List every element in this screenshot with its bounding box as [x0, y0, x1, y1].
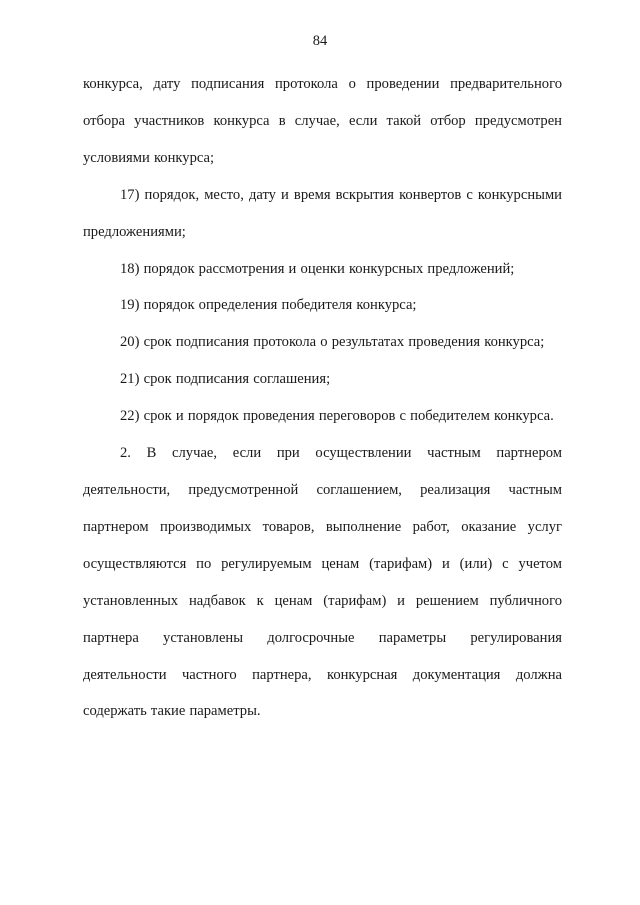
paragraph-continuation: конкурса, дату подписания протокола о проведении предварительного отбора участников конкурса в случае, если такой отбор предусмотрен условиями конкурса;	[83, 76, 562, 166]
list-item-18: 18) порядок рассмотрения и оценки конкурсных предложений;	[120, 260, 515, 277]
document-body	[83, 66, 562, 730]
list-item-21: 21) срок подписания соглашения;	[120, 371, 331, 388]
clause-2-paragraph: 2. В случае, если при осуществлении частным партнером деятельности, предусмотренной соглашением, реализация частным партнером производимых товаров, выполнение работ, оказание услуг осуществляются по регулируемым ценам (тарифам) и (или) с учетом установленных надбавок к ценам (тарифам) и решением публичного партнера установлены долгосрочные параметры регулирования деятельности частного партнера, конкурсная документация должна содержать такие параметры.	[83, 445, 562, 720]
list-item-22: 22) срок и порядок проведения переговоров с победителем конкурса.	[120, 408, 554, 425]
page-number: 84	[312, 33, 328, 49]
list-item-19: 19) порядок определения победителя конкурса;	[120, 297, 417, 314]
list-item-17: 17) порядок, место, дату и время вскрытия конвертов с конкурсными предложениями;	[83, 186, 562, 240]
list-item-20: 20) срок подписания протокола о результатах проведения конкурса;	[120, 334, 545, 351]
